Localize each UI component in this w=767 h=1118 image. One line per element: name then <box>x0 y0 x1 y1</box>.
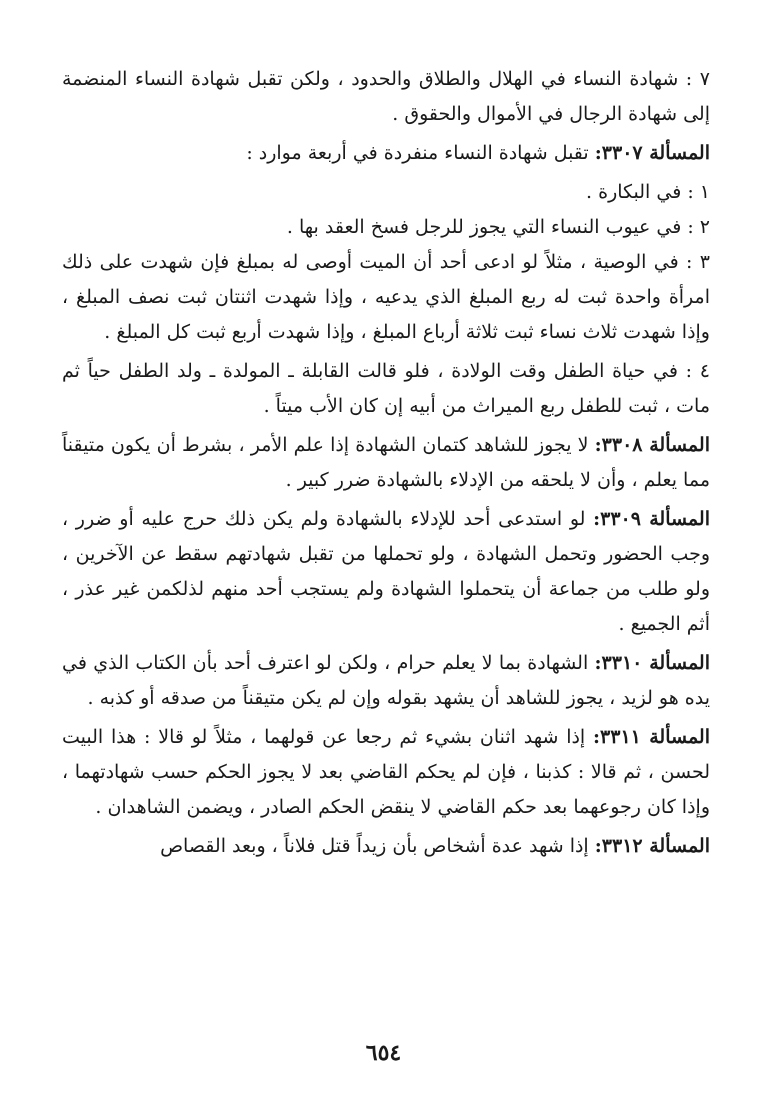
paragraph-text: ٧ : شهادة النساء في الهلال والطلاق والحدود ، ولكن تقبل شهادة النساء المنضمة إلى شهادة الرجال في الأموال والحقوق . <box>62 68 710 125</box>
paragraph-text: إذا شهد اثنان بشيء ثم رجعا عن قولهما ، مثلاً لو قالا : هذا البيت لحسن ، ثم قالا : كذبنا ، فإن لم يحكم القاضي بعد لا يجوز الحكم حسب شهادتهما ، وإذا كان رجوعهما بعد حكم القاضي لا ينقض الحكم الصادر ، ويضمن الشاهدان . <box>62 726 710 818</box>
paragraph-masala-3310 <box>62 646 710 716</box>
paragraph-item-7 <box>62 62 710 132</box>
paragraph-item-3 <box>62 245 710 350</box>
paragraph-text: ٢ : في عيوب النساء التي يجوز للرجل فسخ العقد بها . <box>286 216 710 238</box>
paragraph-masala-3307 <box>62 136 710 171</box>
paragraph-label: المسألة ٣٣١٠: <box>594 652 711 674</box>
paragraph-masala-3308 <box>62 428 710 498</box>
paragraph-item-2 <box>62 210 710 245</box>
paragraph-masala-3312 <box>62 829 710 864</box>
paragraph-label: المسألة ٣٣٠٧: <box>594 142 710 164</box>
paragraph-text: ٣ : في الوصية ، مثلاً لو ادعى أحد أن الميت أوصى له بمبلغ فإن شهدت على ذلك امرأة واحدة ثبت له ربع المبلغ الذي يدعيه ، وإذا شهدت اثنتان ثبت نصف المبلغ ، وإذا شهدت ثلاث نساء ثبت ثلاثة أرباع المبلغ ، وإذا شهدت أربع ثبت كل المبلغ . <box>62 251 710 343</box>
page-body <box>62 62 710 868</box>
paragraph-text: تقبل شهادة النساء منفردة في أربعة موارد : <box>246 142 595 164</box>
paragraph-text: الشهادة بما لا يعلم حرام ، ولكن لو اعترف أحد بأن الكتاب الذي في يده هو لزيد ، يجوز للشاهد أن يشهد بقوله وإن لم يكن متيقناً من صدقه أو كذبه . <box>62 652 710 709</box>
paragraph-text: لو استدعى أحد للإدلاء بالشهادة ولم يكن ذلك حرج عليه أو ضرر ، وجب الحضور وتحمل الشهادة ، ولو تحملها من تقبل شهادتهم سقط عن الآخرين ، ولو طلب من جماعة أن يتحملوا الشهادة ولم يستجب أحد منهم لذلكمن غير عذر ، أثم الجميع . <box>62 508 710 635</box>
paragraph-label: المسألة ٣٣١٢: <box>594 835 710 857</box>
paragraph-label: المسألة ٣٣٠٨: <box>594 434 710 456</box>
paragraph-text: ١ : في البكارة . <box>586 181 710 203</box>
paragraph-text: لا يجوز للشاهد كتمان الشهادة إذا علم الأمر ، بشرط أن يكون متيقناً مما يعلم ، وأن لا يلحقه من الإدلاء بالشهادة ضرر كبير . <box>62 434 710 491</box>
paragraph-label: المسألة ٣٣٠٩: <box>593 508 710 530</box>
paragraph-masala-3309 <box>62 502 710 642</box>
paragraph-item-4 <box>62 354 710 424</box>
paragraph-item-1 <box>62 175 710 210</box>
paragraph-label: المسألة ٣٣١١: <box>593 726 710 748</box>
paragraph-masala-3311 <box>62 720 710 825</box>
paragraph-text: ٤ : في حياة الطفل وقت الولادة ، فلو قالت القابلة ـ المولدة ـ ولد الطفل حياً ثم مات ، ثبت للطفل ربع الميراث من أبيه إن كان الأب ميتاً . <box>62 360 710 417</box>
page-number: ٦٥٤ <box>365 1040 402 1066</box>
paragraph-text: إذا شهد عدة أشخاص بأن زيداً قتل فلاناً ، وبعد القصاص <box>160 835 595 857</box>
